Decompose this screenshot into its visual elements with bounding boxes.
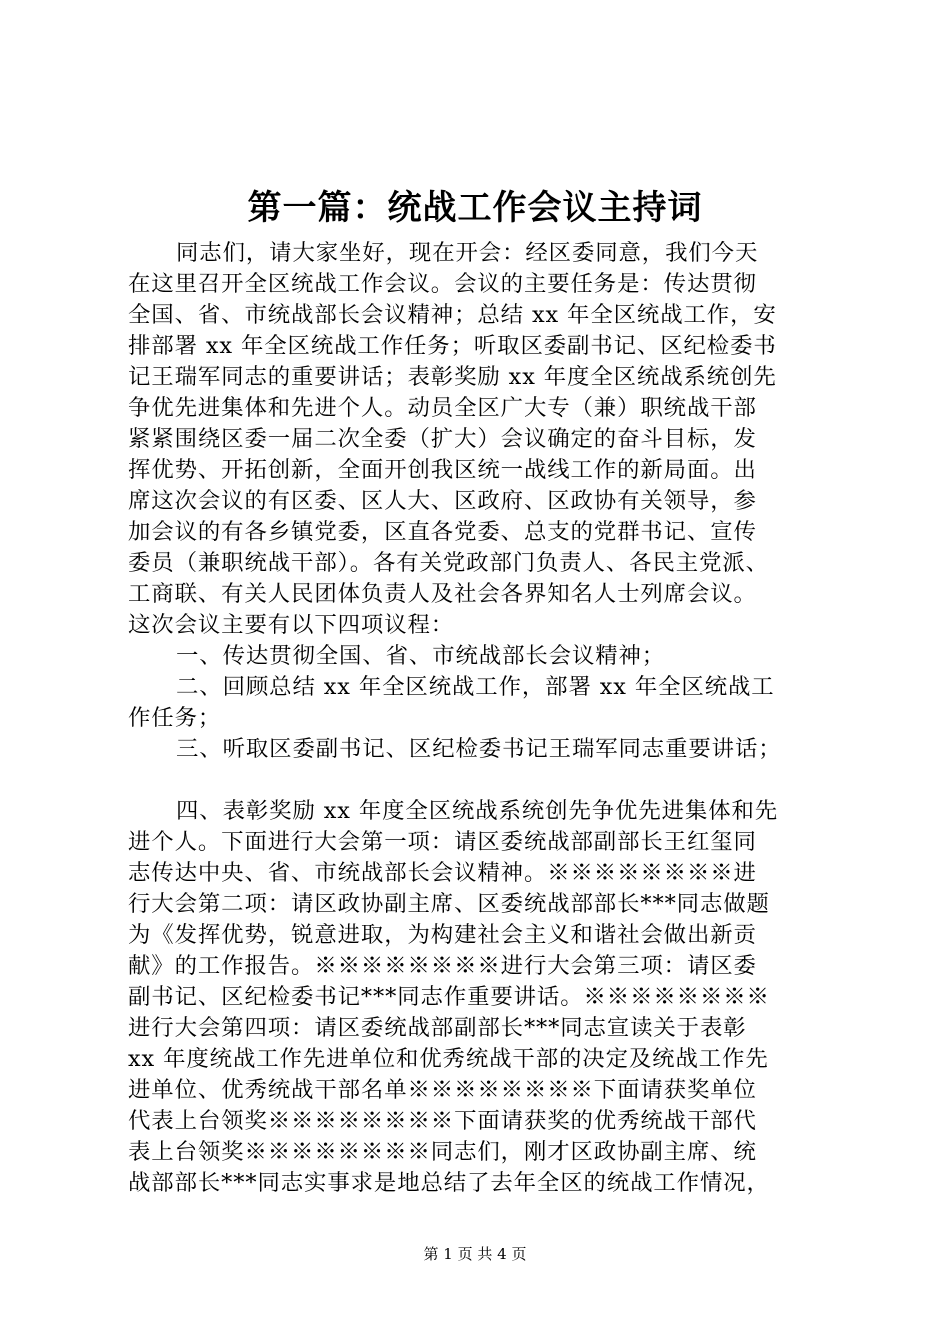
text-line: 记王瑞军同志的重要讲话；表彰奖励 xx 年度全区统战系统创先 bbox=[128, 364, 777, 390]
text-line: 工商联、有关人民团体负责人及社会各界知名人士列席会议。 bbox=[128, 581, 757, 607]
agenda-item-1: 一、传达贯彻全国、省、市统战部长会议精神； bbox=[176, 643, 666, 669]
page-footer: 第 1 页 共 4 页 bbox=[423, 1245, 527, 1263]
text-line: 进行大会第四项：请区委统战部副部长***同志宣读关于表彰 bbox=[128, 1015, 747, 1041]
text-line: 同志们，请大家坐好，现在开会：经区委同意，我们今天 bbox=[176, 240, 759, 266]
text-line: 表上台领奖※※※※※※※※同志们，刚才区政协副主席、统 bbox=[128, 1139, 757, 1165]
text-line: 志传达中央、省、市统战部长会议精神。※※※※※※※※进 bbox=[128, 860, 757, 886]
text-line: 全国、省、市统战部长会议精神；总结 xx 年全区统战工作，安 bbox=[128, 302, 777, 328]
text-line: xx 年度统战工作先进单位和优秀统战干部的决定及统战工作先 bbox=[128, 1046, 769, 1072]
text-line: 紧紧围绕区委一届二次全委（扩大）会议确定的奋斗目标，发 bbox=[128, 426, 757, 452]
text-line: 这次会议主要有以下四项议程： bbox=[128, 612, 455, 638]
text-line: 行大会第二项：请区政协副主席、区委统战部部长***同志做题 bbox=[128, 891, 770, 917]
document-title: 第一篇：统战工作会议主持词 bbox=[247, 188, 703, 228]
text-line: 在这里召开全区统战工作会议。会议的主要任务是：传达贯彻 bbox=[128, 271, 757, 297]
text-line: 加会议的有各乡镇党委，区直各党委、总支的党群书记、宣传 bbox=[128, 519, 757, 545]
text-line: 进单位、优秀统战干部名单※※※※※※※※下面请获奖单位 bbox=[128, 1077, 757, 1103]
agenda-item-3: 三、听取区委副书记、区纪检委书记王瑞军同志重要讲话； bbox=[176, 736, 782, 762]
document-body bbox=[128, 238, 833, 1199]
text-line: 为《发挥优势，锐意进取，为构建社会主义和谐社会做出新贡 bbox=[128, 922, 757, 948]
text-line: 代表上台领奖※※※※※※※※下面请获奖的优秀统战干部代 bbox=[128, 1108, 757, 1134]
text-line: 战部部长***同志实事求是地总结了去年全区的统战工作情况， bbox=[128, 1170, 770, 1196]
paragraph-gap bbox=[128, 765, 833, 796]
text-line: 作任务； bbox=[128, 705, 222, 731]
text-line: 排部署 xx 年全区统战工作任务；听取区委副书记、区纪检委书 bbox=[128, 333, 777, 359]
text-line: 委员（兼职统战干部）。各有关党政部门负责人、各民主党派、 bbox=[128, 550, 769, 576]
agenda-item-2: 二、回顾总结 xx 年全区统战工作，部署 xx 年全区统战工 bbox=[176, 674, 775, 700]
text-line: 献》的工作报告。※※※※※※※※进行大会第三项：请区委 bbox=[128, 953, 757, 979]
agenda-item-4: 四、表彰奖励 xx 年度全区统战系统创先争优先进集体和先 bbox=[176, 798, 779, 824]
text-line: 副书记、区纪检委书记***同志作重要讲话。※※※※※※※※ bbox=[128, 984, 770, 1010]
text-line: 进个人。下面进行大会第一项：请区委统战部副部长王红玺同 bbox=[128, 829, 757, 855]
text-line: 争优先进集体和先进个人。动员全区广大专（兼）职统战干部 bbox=[128, 395, 757, 421]
text-line: 挥优势、开拓创新，全面开创我区统一战线工作的新局面。出 bbox=[128, 457, 757, 483]
text-line: 席这次会议的有区委、区人大、区政府、区政协有关领导，参 bbox=[128, 488, 757, 514]
